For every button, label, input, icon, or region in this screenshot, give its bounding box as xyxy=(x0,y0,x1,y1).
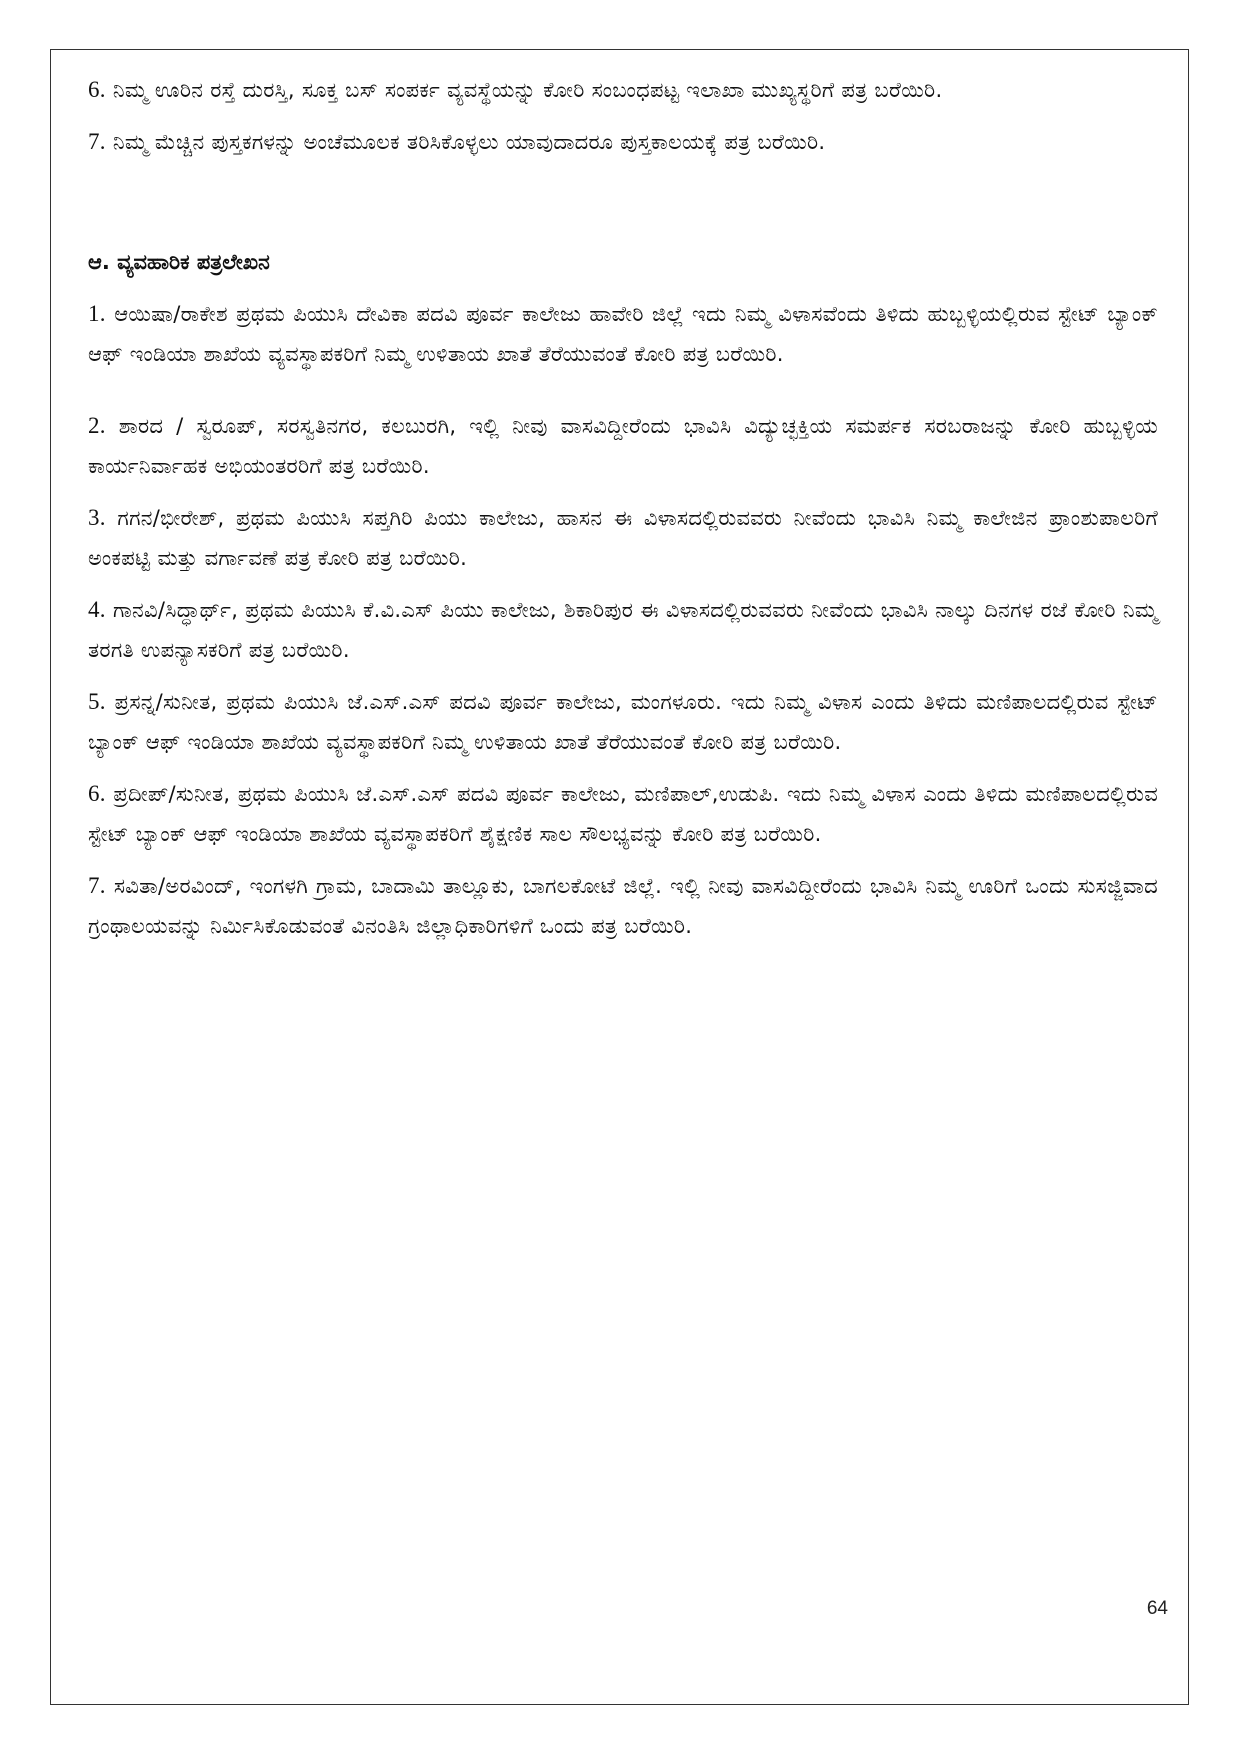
question-top-6 xyxy=(88,70,1158,110)
question-number: 6. xyxy=(88,781,106,806)
question-text: ಸವಿತಾ/ಅರವಿಂದ್, ಇಂಗಳಗಿ ಗ್ರಾಮ, ಬಾದಾಮಿ ತಾಲ್ಲೂಕು, ಬಾಗಲಕೋಟೆ ಜಿಲ್ಲೆ. ಇಲ್ಲಿ ನೀವು ವಾಸವಿದ್ದೀರೆಂದು ಭಾವಿಸಿ ನಿಮ್ಮ ಊರಿಗೆ ಒಂದು ಸುಸಜ್ಜಿವಾದ ಗ್ರಂಥಾಲಯವನ್ನು ನಿರ್ಮಿಸಿಕೊಡುವಂತೆ ವಿನಂತಿಸಿ ಜಿಲ್ಲಾಧಿಕಾರಿಗಳಿಗೆ ಒಂದು ಪತ್ರ ಬರೆಯಿರಿ. xyxy=(88,874,1158,938)
question-text: ಗಗನ/ಭೀರೇಶ್, ಪ್ರಥಮ ಪಿಯುಸಿ ಸಪ್ತಗಿರಿ ಪಿಯು ಕಾಲೇಜು, ಹಾಸನ ಈ ವಿಳಾಸದಲ್ಲಿರುವವರು ನೀವೆಂದು ಭಾವಿಸಿ ನಿಮ್ಮ ಕಾಲೇಜಿನ ಪ್ರಾಂಶುಪಾಲರಿಗೆ ಅಂಕಪಟ್ಟಿ ಮತ್ತು ವರ್ಗಾವಣೆ ಪತ್ರ ಕೋರಿ ಪತ್ರ ಬರೆಯಿರಿ. xyxy=(88,506,1158,570)
question-text: ಪ್ರದೀಪ್/ಸುನೀತ, ಪ್ರಥಮ ಪಿಯುಸಿ ಜೆ.ಎಸ್.ಎಸ್ ಪದವಿ ಪೂರ್ವ ಕಾಲೇಜು, ಮಣಿಪಾಲ್,ಉಡುಪಿ. ಇದು ನಿಮ್ಮ ವಿಳಾಸ ಎಂದು ತಿಳಿದು ಮಣಿಪಾಲದಲ್ಲಿರುವ ಸ್ಟೇಟ್ ಬ್ಯಾಂಕ್ ಆಫ್ ಇಂಡಿಯಾ ಶಾಖೆಯ ವ್ಯವಸ್ಥಾಪಕರಿಗೆ ಶೈಕ್ಷಣಿಕ ಸಾಲ ಸೌಲಭ್ಯವನ್ನು ಕೋರಿ ಪತ್ರ ಬರೆಯಿರಿ. xyxy=(88,782,1158,846)
question-number: 3. xyxy=(88,505,106,530)
question-number: 7. xyxy=(88,873,106,898)
question-b-6 xyxy=(88,774,1158,854)
question-text: ಶಾರದ / ಸ್ವರೂಪ್, ಸರಸ್ವತಿನಗರ, ಕಲಬುರಗಿ, ಇಲ್ಲಿ ನೀವು ವಾಸವಿದ್ದೀರೆಂದು ಭಾವಿಸಿ ವಿದ್ಯುಚ್ಛಕ್ತಿಯ ಸಮರ್ಪಕ ಸರಬರಾಜನ್ನು ಕೋರಿ ಹುಬ್ಬಳ್ಳಿಯ ಕಾರ್ಯನಿರ್ವಾಹಕ ಅಭಿಯಂತರರಿಗೆ ಪತ್ರ ಬರೆಯಿರಿ. xyxy=(88,414,1158,478)
question-text: ನಿಮ್ಮ ಊರಿನ ರಸ್ತೆ ದುರಸ್ತಿ, ಸೂಕ್ತ ಬಸ್ ಸಂಪರ್ಕ ವ್ಯವಸ್ಥೆಯನ್ನು ಕೋರಿ ಸಂಬಂಧಪಟ್ಟ ಇಲಾಖಾ ಮುಖ್ಯಸ್ಥರಿಗೆ ಪತ್ರ ಬರೆಯಿರಿ. xyxy=(112,78,943,102)
question-number: 6. xyxy=(88,77,106,102)
question-text: ಪ್ರಸನ್ನ/ಸುನೀತ, ಪ್ರಥಮ ಪಿಯುಸಿ ಜೆ.ಎಸ್.ಎಸ್ ಪದವಿ ಪೂರ್ವ ಕಾಲೇಜು, ಮಂಗಳೂರು. ಇದು ನಿಮ್ಮ ವಿಳಾಸ ಎಂದು ತಿಳಿದು ಮಣಿಪಾಲದಲ್ಲಿರುವ ಸ್ಟೇಟ್ ಬ್ಯಾಂಕ್ ಆಫ್ ಇಂಡಿಯಾ ಶಾಖೆಯ ವ್ಯವಸ್ಥಾಪಕರಿಗೆ ನಿಮ್ಮ ಉಳಿತಾಯ ಖಾತೆ ತೆರೆಯುವಂತೆ ಕೋರಿ ಪತ್ರ ಬರೆಯಿರಿ. xyxy=(88,690,1159,754)
question-b-2 xyxy=(88,406,1158,486)
question-b-5 xyxy=(88,682,1158,762)
question-text: ಗಾನವಿ/ಸಿದ್ಧಾರ್ಥ್, ಪ್ರಥಮ ಪಿಯುಸಿ ಕೆ.ವಿ.ಎಸ್ ಪಿಯು ಕಾಲೇಜು, ಶಿಕಾರಿಪುರ ಈ ವಿಳಾಸದಲ್ಲಿರುವವರು ನೀವೆಂದು ಭಾವಿಸಿ ನಾಲ್ಕು ದಿನಗಳ ರಜೆ ಕೋರಿ ನಿಮ್ಮ ತರಗತಿ ಉಪನ್ಯಾಸಕರಿಗೆ ಪತ್ರ ಬರೆಯಿರಿ. xyxy=(88,598,1158,662)
question-top-7 xyxy=(88,122,1158,162)
question-number: 1. xyxy=(88,301,106,326)
question-number: 5. xyxy=(88,689,106,714)
question-b-1 xyxy=(88,294,1158,374)
question-text: ಆಯಿಷಾ/ರಾಕೇಶ ಪ್ರಥಮ ಪಿಯುಸಿ ದೇವಿಕಾ ಪದವಿ ಪೂರ್ವ ಕಾಲೇಜು ಹಾವೇರಿ ಜಿಲ್ಲೆ ಇದು ನಿಮ್ಮ ವಿಳಾಸವೆಂದು ತಿಳಿದು ಹುಬ್ಬಳ್ಳಿಯಲ್ಲಿರುವ ಸ್ಟೇಟ್ ಬ್ಯಾಂಕ್ ಆಫ್ ಇಂಡಿಯಾ ಶಾಖೆಯ ವ್ಯವಸ್ಥಾಪಕರಿಗೆ ನಿಮ್ಮ ಉಳಿತಾಯ ಖಾತೆ ತೆರೆಯುವಂತೆ ಕೋರಿ ಪತ್ರ ಬರೆಯಿರಿ. xyxy=(88,302,1158,366)
question-b-7 xyxy=(88,866,1158,946)
page-number: 64 xyxy=(1146,1598,1168,1619)
question-number: 4. xyxy=(88,597,106,622)
page-content xyxy=(88,70,1158,946)
section-heading: ಆ. ವ್ಯವಹಾರಿಕ ಪತ್ರಲೇಖನ xyxy=(88,250,270,274)
question-text: ನಿಮ್ಮ ಮೆಚ್ಚಿನ ಪುಸ್ತಕಗಳನ್ನು ಅಂಚೆಮೂಲಕ ತರಿಸಿಕೊಳ್ಳಲು ಯಾವುದಾದರೂ ಪುಸ್ತಕಾಲಯಕ್ಕೆ ಪತ್ರ ಬರೆಯಿರಿ. xyxy=(112,130,826,154)
question-b-4 xyxy=(88,590,1158,670)
question-number: 2. xyxy=(88,413,106,438)
question-number: 7. xyxy=(88,129,106,154)
question-b-3 xyxy=(88,498,1158,578)
